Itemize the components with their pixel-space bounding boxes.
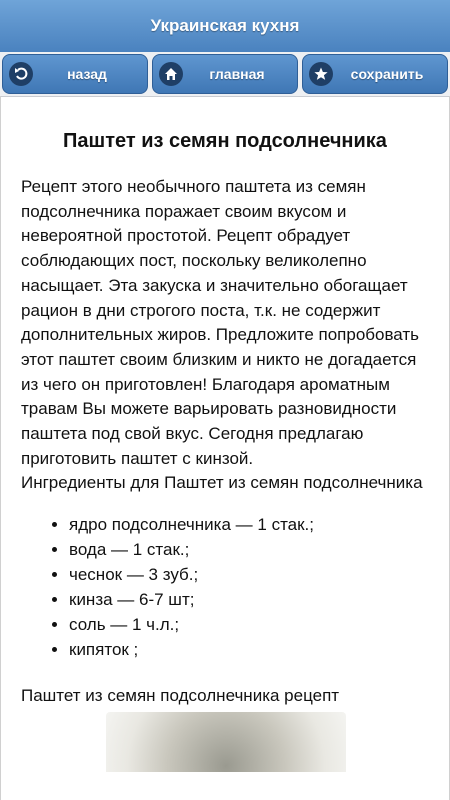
app-title: Украинская кухня [150,16,300,35]
home-button-label: главная [209,66,265,82]
back-arrow-icon [9,62,33,86]
back-button[interactable] [2,54,148,94]
list-item: • чеснок — 3 зуб.; [69,562,449,587]
home-button[interactable] [152,54,298,94]
list-item: • соль — 1 ч.л.; [69,612,449,637]
star-icon [309,62,333,86]
list-item: • кинза — 6-7 шт; [69,587,449,612]
article-content[interactable] [0,96,450,800]
article-intro: Рецепт этого необычного паштета из семян подсолнечника поражает своим вкусом и невероятной простотой. Рецепт обрадует соблюдающих пост, поскольку великолепно насыщает. Эта закуска и значительно обогащает рацион в дни строгого поста, т.к. не содержит дополнительных жиров. Предложите попробовать этот паштет своим близким и никто не догадается из чего он приготовлен! Благодаря ароматным травам Вы можете варьировать разновидности паштета под свой вкус. Сегодня предлагаю приготовить паштет с кинзой. [21,177,420,468]
save-button[interactable] [302,54,448,94]
app-title-bar [0,0,450,52]
home-icon [159,62,183,86]
article-title: Паштет из семян подсолнечника [63,130,387,152]
recipe-section-label: Паштет из семян подсолнечника рецепт [21,686,340,706]
list-item: • вода — 1 стак.; [69,537,449,562]
back-button-label: назад [67,66,107,82]
ingredients-title: Ингредиенты для Паштет из семян подсолнечника [21,473,423,493]
recipe-photo [106,712,346,772]
ingredients-list [1,512,449,662]
nav-toolbar [0,52,450,97]
list-item: • кипяток ; [69,637,449,662]
save-button-label: сохранить [350,66,424,82]
list-item: • ядро подсолнечника — 1 стак.; [69,512,449,537]
